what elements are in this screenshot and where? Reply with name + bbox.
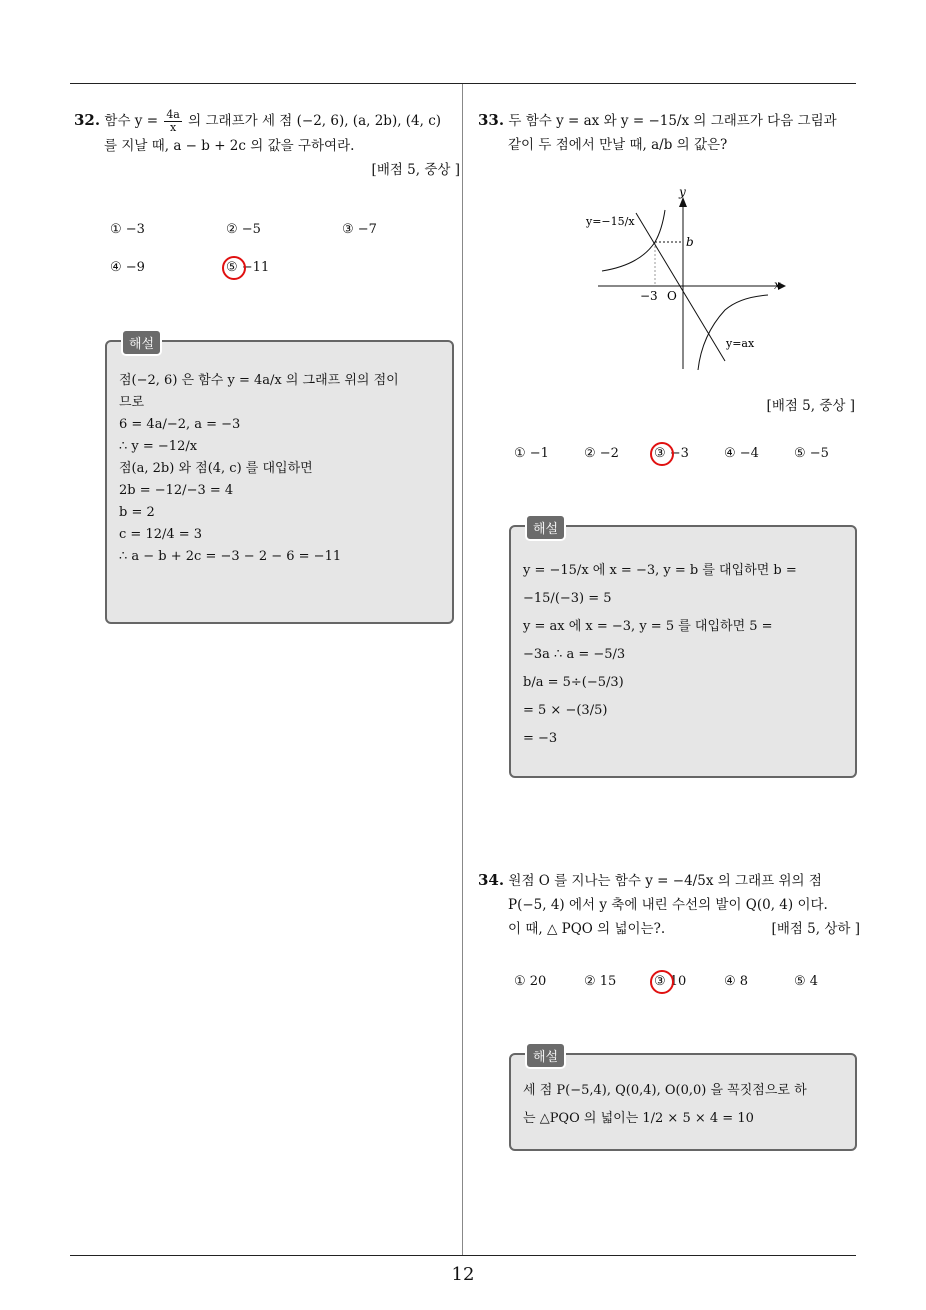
choice-2[interactable]: ② −2 <box>584 446 619 461</box>
page-number: 12 <box>451 1264 475 1285</box>
hyperbola-branch-right <box>698 295 768 370</box>
solution-text <box>523 557 845 753</box>
answer-circle <box>650 970 674 994</box>
solution-line: = 5 × −(3/5) <box>523 703 608 718</box>
solution-line: ∴ a − b + 2c = −3 − 2 − 6 = −11 <box>119 549 342 564</box>
solution-box-32 <box>105 337 454 624</box>
score-label: [배점 5, 중상 ] <box>371 162 460 178</box>
question-number: 34. <box>478 871 505 889</box>
question-number: 33. <box>478 111 505 129</box>
solution-line: b = 2 <box>119 505 155 520</box>
curve-label: y=−15/x <box>586 215 635 228</box>
choice-3[interactable]: ③ 10 <box>654 974 724 989</box>
solution-text <box>523 1077 845 1133</box>
question-text-line2: 같이 두 점에서 만날 때, a/b 의 값은? <box>508 137 728 153</box>
question-34 <box>478 868 860 941</box>
question-text-line1: 두 함수 y = ax 와 y = −15/x 의 그래프가 다음 그림과 <box>508 113 837 129</box>
solution-line: −15/(−3) = 5 <box>523 591 612 606</box>
choice-1[interactable]: ① −3 <box>110 222 145 237</box>
x-label: x <box>774 278 781 292</box>
top-rule <box>70 83 856 84</box>
solution-line: c = 12/4 = 3 <box>119 527 203 542</box>
question-text-line1-pre: 함수 y = <box>104 113 163 129</box>
question-number: 32. <box>74 111 101 129</box>
solution-line: 는 △PQO 의 넓이는 1/2 × 5 × 4 = 10 <box>523 1111 754 1126</box>
choice-4[interactable]: ④ −9 <box>110 260 145 275</box>
choice-3[interactable]: ③ −3 <box>654 446 724 461</box>
graph-33 <box>580 185 790 375</box>
bottom-rule <box>70 1255 856 1256</box>
answer-circle <box>222 256 246 280</box>
solution-line: b/a = 5÷(−5/3) <box>523 675 624 690</box>
question-text-line3: 이 때, △ PQO 의 넓이는?. <box>508 921 666 937</box>
column-divider <box>462 84 463 1256</box>
question-text-line1-post: 의 그래프가 세 점 (−2, 6), (a, 2b), (4, c) <box>188 113 442 129</box>
solution-line: −3a ∴ a = −5/3 <box>523 647 626 662</box>
choice-4[interactable]: ④ −4 <box>724 446 759 461</box>
solution-line: y = ax 에 x = −3, y = 5 를 대입하면 5 = <box>523 619 773 634</box>
choice-1[interactable]: ① −1 <box>514 446 549 461</box>
y-label: y <box>679 185 686 199</box>
choice-2[interactable]: ② −5 <box>226 222 261 237</box>
question-text-line1: 원점 O 를 지나는 함수 y = −4/5x 의 그래프 위의 점 <box>508 873 822 889</box>
choice-5[interactable]: ⑤ 4 <box>794 974 819 989</box>
solution-line: 점(−2, 6) 은 함수 y = 4a/x 의 그래프 위의 점이 <box>119 373 399 388</box>
line-y-ax <box>636 213 725 361</box>
choices-34 <box>514 974 859 989</box>
question-33 <box>478 108 858 157</box>
question-text-line2: P(−5, 4) 에서 y 축에 내린 수선의 발이 Q(0, 4) 이다. <box>508 897 828 913</box>
solution-line: 2b = −12/−3 = 4 <box>119 483 234 498</box>
score-label-33: [배점 5, 중상 ] <box>766 398 855 414</box>
solution-box-33 <box>509 522 857 778</box>
score-label: [배점 5, 상하 ] <box>771 921 860 937</box>
choices-32 <box>110 222 430 237</box>
choice-2[interactable]: ② 15 <box>584 974 617 989</box>
origin-label: O <box>667 289 677 303</box>
fraction: $\frac{4a}{x}$ <box>166 108 180 134</box>
choice-5[interactable]: ⑤ −5 <box>794 446 829 461</box>
choice-5[interactable]: ⑤ −11 <box>226 260 342 275</box>
solution-tag: 해설 <box>525 1042 566 1069</box>
question-text-line2: 를 지날 때, a − b + 2c 의 값을 구하여라. <box>104 138 355 154</box>
solution-line: ∴ y = −12/x <box>119 439 198 454</box>
solution-line: = −3 <box>523 731 558 746</box>
neg3-label: −3 <box>640 289 658 303</box>
choices-32-row2 <box>110 260 430 275</box>
solution-tag: 해설 <box>525 514 566 541</box>
solution-line: 므로 <box>119 395 145 410</box>
answer-circle <box>650 442 674 466</box>
solution-line: 6 = 4a/−2, a = −3 <box>119 417 241 432</box>
solution-text <box>119 370 442 568</box>
b-label: b <box>686 235 694 249</box>
solution-tag: 해설 <box>121 329 162 356</box>
solution-box-34 <box>509 1050 857 1151</box>
question-32 <box>74 108 460 182</box>
solution-line: 점(a, 2b) 와 점(4, c) 를 대입하면 <box>119 461 313 476</box>
choices-33 <box>514 446 859 461</box>
solution-line: 세 점 P(−5,4), Q(0,4), O(0,0) 을 꼭짓점으로 하 <box>523 1083 807 1098</box>
choice-1[interactable]: ① 20 <box>514 974 547 989</box>
solution-line: y = −15/x 에 x = −3, y = b 를 대입하면 b = <box>523 563 797 578</box>
line-label: y=ax <box>726 337 755 350</box>
choice-4[interactable]: ④ 8 <box>724 974 749 989</box>
choice-3[interactable]: ③ −7 <box>342 222 377 237</box>
